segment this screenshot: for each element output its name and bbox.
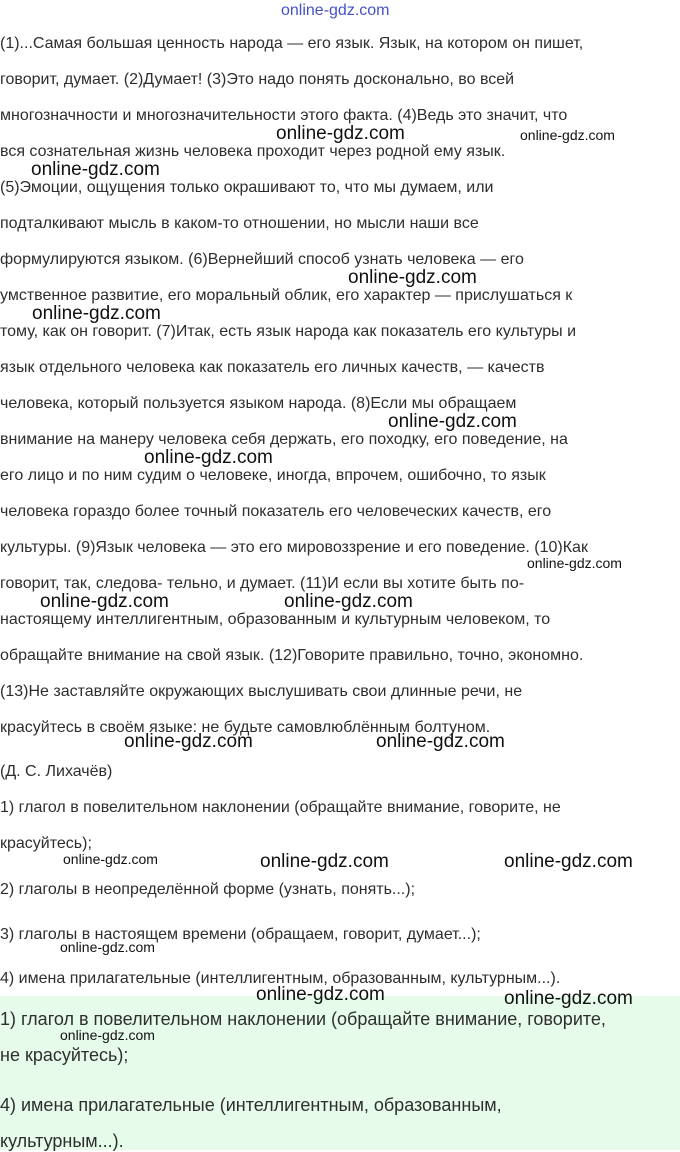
watermark: online-gdz.com xyxy=(63,851,158,867)
option-item: 2) глаголы в неопределённой форме (узнать, понять...); xyxy=(0,881,416,898)
watermark: online-gdz.com xyxy=(527,555,622,571)
text-line: обращайте внимание на свой язык. (12)Говорите правильно, точно, экономно. xyxy=(0,647,584,664)
text-line: многозначности и многозначительности этого факта. (4)Ведь это значит, что xyxy=(0,107,568,124)
text-line: тому, как он говорит. (7)Итак, есть язык народа как показатель его культуры и xyxy=(0,323,577,340)
text-line: формулируются языком. (6)Вернейший способ узнать человека — его xyxy=(0,251,524,268)
watermark: online-gdz.com xyxy=(40,591,169,612)
answer-box xyxy=(0,996,680,1150)
watermark: online-gdz.com xyxy=(260,851,389,872)
text-line: культуры. (9)Язык человека — это его мировоззрение и его поведение. (10)Как xyxy=(0,539,588,556)
text-line: говорит, так, следова- тельно, и думает. (11)И если вы хотите быть по- xyxy=(0,575,525,592)
watermark: online-gdz.com xyxy=(388,411,517,432)
text-line: внимание на манеру человека себя держать, его походку, его поведение, на xyxy=(0,431,568,448)
text-line: вся сознательная жизнь человека проходит через родной ему язык. xyxy=(0,143,506,160)
watermark: online-gdz.com xyxy=(504,988,633,1009)
text-line: человека гораздо более точный показатель его человеческих качеств, его xyxy=(0,503,552,520)
option-item: 1) глагол в повелительном наклонении (обращайте внимание, говорите, не xyxy=(0,799,561,816)
text-line: красуйтесь в своём языке: не будьте самовлюблённым болтуном. xyxy=(0,719,491,736)
text-line: язык отдельного человека как показатель его личных качеств, — качеств xyxy=(0,359,545,376)
author: (Д. С. Лихачёв) xyxy=(0,763,113,780)
option-item: 3) глаголы в настоящем времени (обращаем, говорит, думает...); xyxy=(0,926,481,943)
watermark: online-gdz.com xyxy=(124,731,253,752)
text-line: подталкивают мысль в каком-то отношении, но мысли наши все xyxy=(0,215,479,232)
text-line: (1)...Самая большая ценность народа — его язык. Язык, на котором он пишет, xyxy=(0,35,584,52)
text-line: умственное развитие, его моральный облик, его характер — прислушаться к xyxy=(0,287,573,304)
option-item: 4) имена прилагательные (интеллигентным, образованным, культурным...). xyxy=(0,970,561,987)
watermark: online-gdz.com xyxy=(276,123,405,144)
text-line: человека, который пользуется языком народа. (8)Если мы обращаем xyxy=(0,395,517,412)
watermark: online-gdz.com xyxy=(504,851,633,872)
watermark: online-gdz.com xyxy=(60,1027,155,1043)
watermark: online-gdz.com xyxy=(60,939,155,955)
site-watermark-header: online-gdz.com xyxy=(281,2,390,19)
watermark: online-gdz.com xyxy=(256,984,385,1005)
watermark: online-gdz.com xyxy=(32,303,161,324)
watermark: online-gdz.com xyxy=(284,591,413,612)
option-item: красуйтесь); xyxy=(0,835,92,852)
answer-line: культурным...). xyxy=(0,1131,124,1151)
watermark: online-gdz.com xyxy=(31,159,160,180)
text-line: (13)Не заставляйте окружающих выслушивать свои длинные речи, не xyxy=(0,683,523,700)
text-line: говорит, думает. (2)Думает! (3)Это надо понять досконально, во всей xyxy=(0,71,515,88)
answer-line: 4) имена прилагательные (интеллигентным, образованным, xyxy=(0,1095,502,1115)
watermark: online-gdz.com xyxy=(348,267,477,288)
text-line: (5)Эмоции, ощущения только окрашивают то, что мы думаем, или xyxy=(0,179,494,196)
answer-line: не красуйтесь); xyxy=(0,1045,129,1065)
watermark: online-gdz.com xyxy=(144,447,273,468)
text-line: его лицо и по ним судим о человеке, иногда, впрочем, ошибочно, то язык xyxy=(0,467,546,484)
answer-line: 1) глагол в повелительном наклонении (обращайте внимание, говорите, xyxy=(0,1009,606,1029)
watermark: online-gdz.com xyxy=(376,731,505,752)
text-line: настоящему интеллигентным, образованным и культурным человеком, то xyxy=(0,611,551,628)
watermark: online-gdz.com xyxy=(520,127,615,143)
